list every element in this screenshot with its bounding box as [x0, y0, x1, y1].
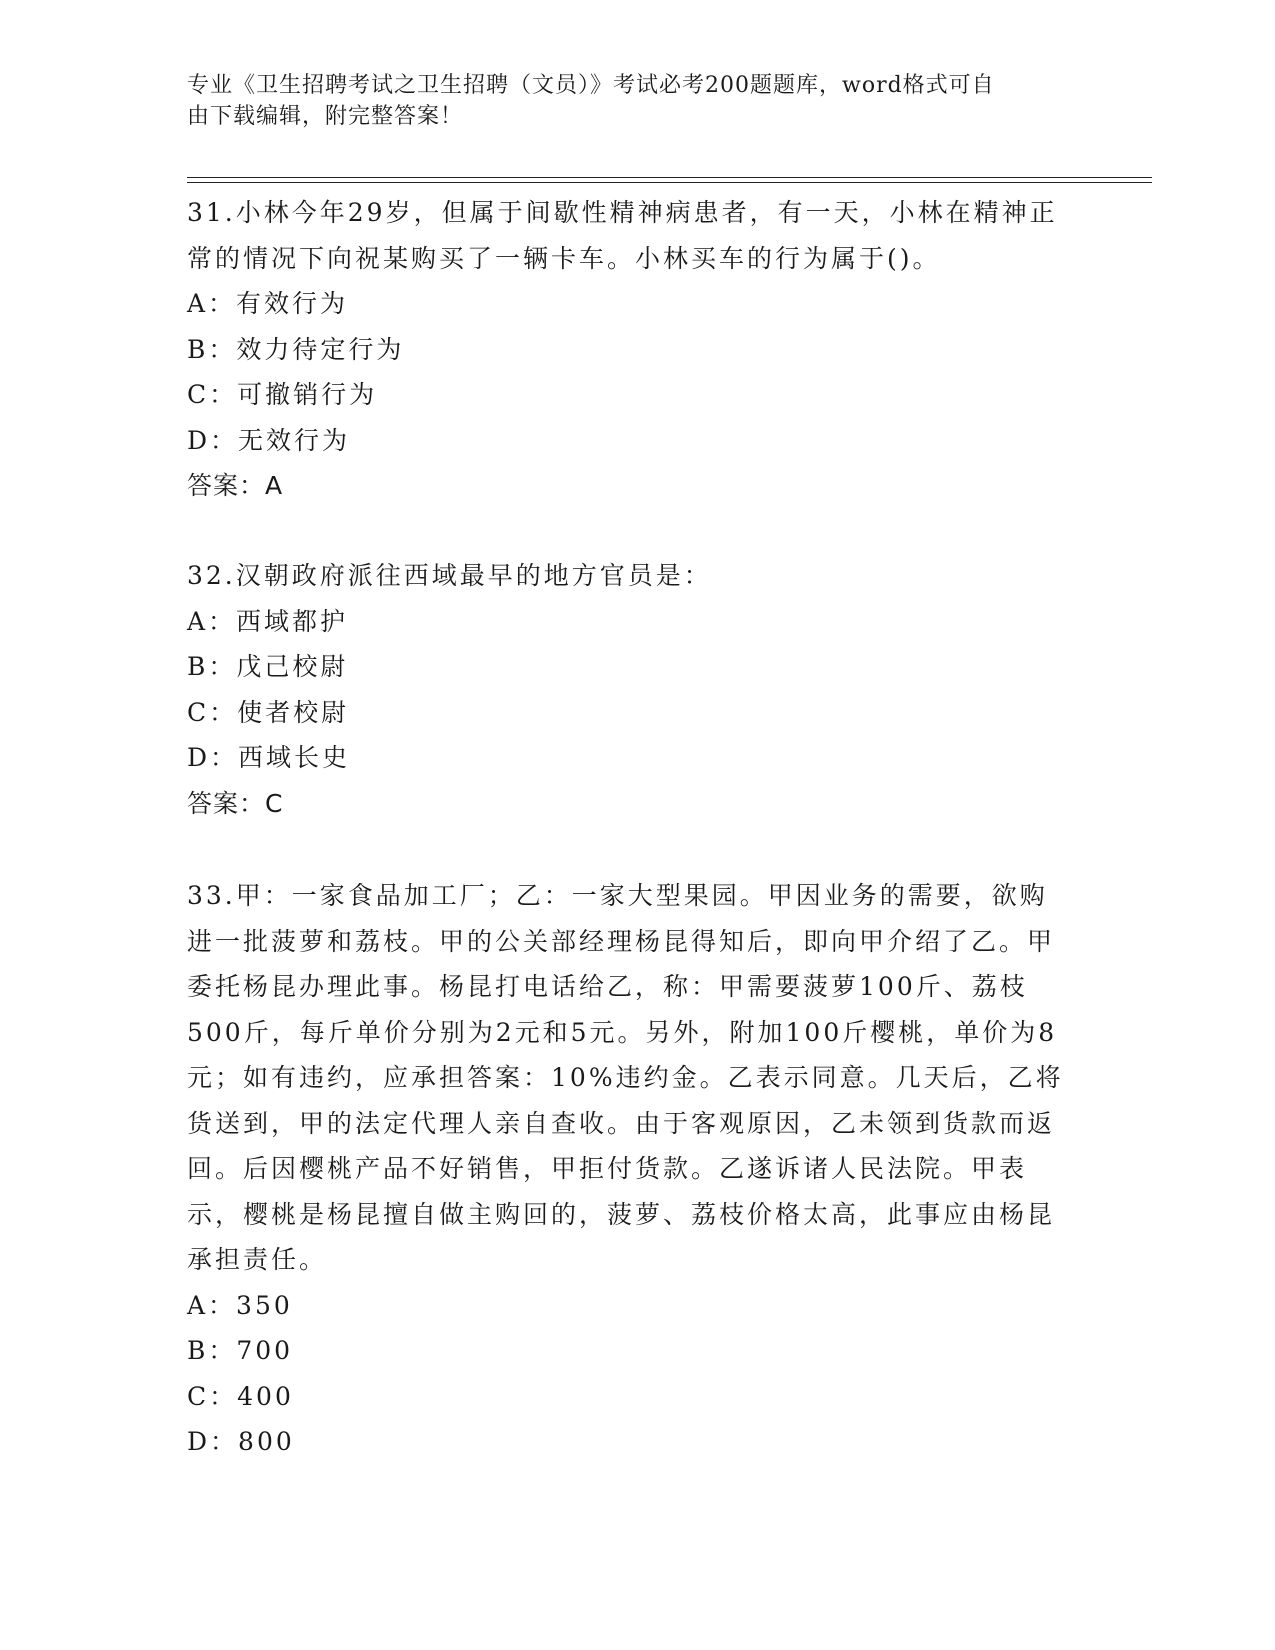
- option-a: A：西域都护: [187, 606, 349, 636]
- question-stem: 32.汉朝政府派往西域最早的地方官员是：: [187, 561, 712, 590]
- question-stem: 33.甲：一家食品加工厂；乙：一家大型果园。甲因业务的需要，欲购进一批菠萝和荔枝。甲的公关部经理杨昆得知后，即向甲介绍了乙。甲委托杨昆办理此事。杨昆打电话给乙，称：甲需要菠萝100斤、荔枝500斤，每斤单价分别为2元和5元。另外，附加100斤樱桃，单价为8元；如有违约，应承担答案：10%违约金。乙表示同意。几天后，乙将货送到，甲的法定代理人亲自查收。由于客观原因，乙未领到货款而返回。后因樱桃产品不好销售，甲拒付货款。乙遂诉诸人民法院。甲表示，樱桃是杨昆擅自做主购回的，菠萝、荔枝价格太高，此事应由杨昆承担责任。: [187, 881, 1064, 1274]
- question-stem: 31.小林今年29岁，但属于间歇性精神病患者，有一天，小林在精神正常的情况下向祝某购买了一辆卡车。小林买车的行为属于()。: [187, 198, 1058, 273]
- answer-line: 答案：C: [187, 788, 284, 818]
- option-b: B：效力待定行为: [187, 334, 405, 364]
- header-line-1: 专业《卫生招聘考试之卫生招聘（文员）》考试必考200题题库，word格式可自: [187, 73, 995, 98]
- option-d: D：无效行为: [187, 425, 351, 455]
- option-c: C：可撤销行为: [187, 380, 378, 409]
- document-header: [187, 70, 1057, 132]
- option-b: B：戊己校尉: [187, 652, 349, 681]
- header-line-2: 由下载编辑，附完整答案！: [187, 104, 464, 129]
- option-d: D：西域长史: [187, 743, 351, 772]
- option-b: B：700: [187, 1336, 294, 1365]
- answer-line: 答案：A: [187, 471, 284, 500]
- question-31: [187, 190, 1067, 509]
- question-33: [187, 873, 1067, 1465]
- header-divider-top: [187, 177, 1152, 178]
- option-c: C：400: [187, 1381, 294, 1411]
- option-a: A：350: [187, 1290, 293, 1320]
- option-d: D：800: [187, 1427, 295, 1456]
- option-c: C：使者校尉: [187, 697, 350, 727]
- question-32: [187, 553, 1067, 826]
- header-divider-bottom: [187, 182, 1152, 183]
- option-a: A：有效行为: [187, 289, 349, 318]
